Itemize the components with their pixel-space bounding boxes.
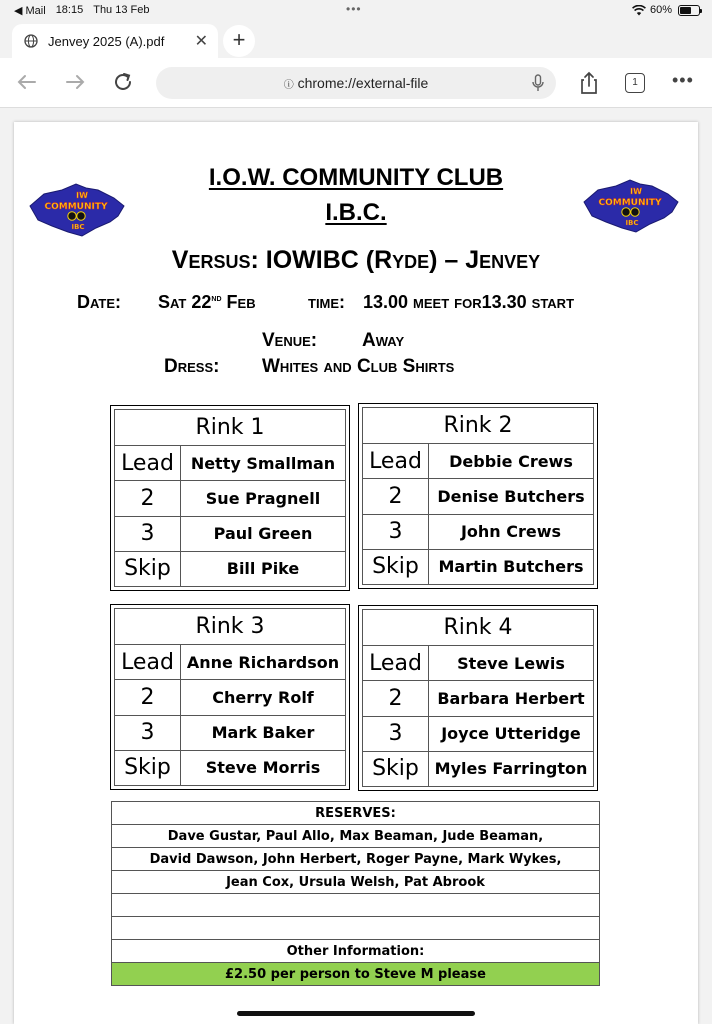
- pdf-page: [14, 122, 698, 1024]
- svg-text:COMMUNITY: COMMUNITY: [598, 198, 662, 208]
- share-icon[interactable]: [576, 70, 602, 96]
- svg-text:IW: IW: [630, 187, 642, 196]
- reserves-table: [111, 801, 600, 986]
- position-cell: 2: [115, 481, 181, 516]
- new-tab-button[interactable]: +: [223, 25, 255, 57]
- time-label: time:: [308, 292, 346, 312]
- player-name: Paul Green: [181, 516, 346, 551]
- player-name: Sue Pragnell: [181, 481, 346, 516]
- date-label: Date:: [77, 292, 122, 312]
- position-cell: Lead: [363, 646, 429, 681]
- svg-text:COMMUNITY: COMMUNITY: [44, 202, 108, 212]
- player-name: Myles Farrington: [429, 751, 594, 786]
- position-cell: Skip: [115, 551, 181, 586]
- svg-text:IBC: IBC: [71, 223, 85, 231]
- position-cell: 3: [115, 516, 181, 551]
- rink-title: Rink 1: [115, 410, 346, 446]
- position-cell: Lead: [115, 446, 181, 481]
- venue-label: Venue:: [262, 330, 318, 351]
- rink-title: Rink 2: [363, 408, 594, 444]
- wifi-icon: [632, 5, 646, 16]
- globe-icon: [24, 34, 38, 48]
- rink-table-3: [110, 604, 350, 790]
- more-menu-icon[interactable]: •••: [672, 70, 694, 90]
- position-cell: 2: [363, 479, 429, 514]
- player-name: Denise Butchers: [429, 479, 594, 514]
- reserves-line: [112, 894, 600, 917]
- position-cell: 2: [115, 680, 181, 715]
- battery-percent: 60%: [649, 4, 672, 16]
- club-title: I.O.W. COMMUNITY CLUB: [208, 164, 504, 191]
- player-name: Steve Morris: [181, 750, 346, 785]
- close-tab-icon[interactable]: ✕: [194, 33, 208, 50]
- club-subtitle: I.B.C.: [325, 199, 387, 226]
- dress-label: Dress:: [164, 356, 220, 377]
- reload-icon[interactable]: [110, 69, 136, 95]
- microphone-icon[interactable]: [532, 74, 544, 92]
- position-cell: Skip: [115, 750, 181, 785]
- player-name: Debbie Crews: [429, 444, 594, 479]
- other-info-value: £2.50 per person to Steve M please: [112, 963, 600, 986]
- player-name: Barbara Herbert: [429, 681, 594, 716]
- multitasking-dots-icon[interactable]: •••: [346, 2, 362, 16]
- position-cell: Skip: [363, 751, 429, 786]
- address-url-text: chrome://external-file: [297, 75, 429, 91]
- position-cell: 3: [363, 514, 429, 549]
- position-cell: Lead: [115, 645, 181, 680]
- status-bar: [0, 0, 712, 22]
- svg-text:IBC: IBC: [625, 219, 639, 227]
- reserves-line: [112, 917, 600, 940]
- rink-title: Rink 3: [115, 609, 346, 645]
- rink-table-1: [110, 405, 350, 591]
- position-cell: 2: [363, 681, 429, 716]
- tab-title: Jenvey 2025 (A).pdf: [48, 33, 165, 49]
- position-cell: 3: [115, 715, 181, 750]
- player-name: Mark Baker: [181, 715, 346, 750]
- player-name: Bill Pike: [181, 551, 346, 586]
- reserves-line: Jean Cox, Ursula Welsh, Pat Abrook: [112, 871, 600, 894]
- player-name: Steve Lewis: [429, 646, 594, 681]
- address-url[interactable]: [156, 75, 556, 91]
- venue-value: Away: [362, 330, 405, 351]
- position-cell: Lead: [363, 444, 429, 479]
- svg-text:IW: IW: [76, 191, 88, 200]
- back-arrow-icon[interactable]: [14, 69, 40, 95]
- time-value: 13.00 meet for13.30 start: [363, 292, 575, 312]
- reserves-line: David Dawson, John Herbert, Roger Payne, Mark Wykes,: [112, 848, 600, 871]
- rink-title: Rink 4: [363, 610, 594, 646]
- reserves-header: RESERVES:: [112, 802, 600, 825]
- position-cell: Skip: [363, 549, 429, 584]
- dress-value: Whites and Club Shirts: [262, 356, 455, 377]
- status-date: Thu 13 Feb: [93, 4, 150, 16]
- other-info-label: Other Information:: [112, 940, 600, 963]
- position-cell: 3: [363, 716, 429, 751]
- player-name: Cherry Rolf: [181, 680, 346, 715]
- date-value: Sat 22nd Feb: [158, 292, 256, 312]
- player-name: Martin Butchers: [429, 549, 594, 584]
- player-name: Netty Smallman: [181, 446, 346, 481]
- player-name: Anne Richardson: [181, 645, 346, 680]
- rink-table-2: [358, 403, 598, 589]
- reserves-line: Dave Gustar, Paul Allo, Max Beaman, Jude Beaman,: [112, 825, 600, 848]
- browser-toolbar: [0, 58, 712, 108]
- battery-icon: [678, 5, 700, 16]
- forward-arrow-icon[interactable]: [62, 69, 88, 95]
- back-to-app-link[interactable]: ◀ Mail: [14, 5, 46, 17]
- versus-line: Versus: IOWIBC (Ryde) – Jenvey: [171, 246, 541, 274]
- tab-count-button[interactable]: 1: [625, 73, 645, 93]
- info-icon[interactable]: ⓘ: [283, 80, 294, 91]
- browser-tab[interactable]: [12, 24, 218, 58]
- address-bar[interactable]: [156, 67, 556, 99]
- home-indicator[interactable]: [237, 1011, 475, 1016]
- rink-table-4: [358, 605, 598, 791]
- status-time: 18:15: [55, 4, 84, 16]
- player-name: Joyce Utteridge: [429, 716, 594, 751]
- player-name: John Crews: [429, 514, 594, 549]
